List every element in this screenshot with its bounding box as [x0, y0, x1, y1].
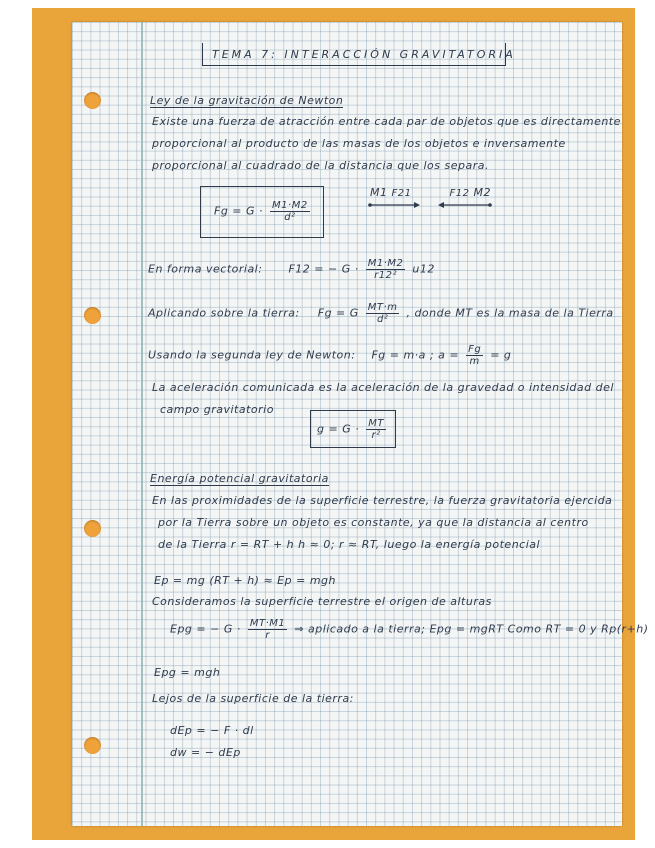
fraction [366, 302, 400, 325]
dEp-line: dEp = − F · dl [170, 724, 254, 737]
numerator: MT [368, 418, 384, 429]
ep-tail: ⇒ aplicado a la tierra; Epg = mgRT Como RT = 0 y Rp(r+h) [294, 622, 649, 636]
binder-hole-3 [84, 520, 101, 537]
paragraph-line: En las proximidades de la superficie terrestre, la fuerza gravitatoria ejercida [152, 494, 613, 507]
denominator: r² [371, 430, 381, 441]
margin-line [141, 22, 143, 826]
numerator: M1·M2 [367, 258, 404, 269]
vector-form-line [148, 258, 435, 281]
g-lhs: g = G · [317, 422, 360, 436]
paragraph-line: de la Tierra r = RT + h h ≈ 0; r ≈ RT, luego la energía potencial [158, 538, 541, 551]
far-line: Lejos de la superficie de la tierra: [152, 692, 354, 705]
newton2-tail: = g [490, 348, 512, 362]
ep-approx-line: Ep = mg (RT + h) ≈ Ep = mgh [154, 574, 336, 587]
fraction [366, 418, 386, 441]
earth-line [148, 302, 614, 325]
newton2-label: Usando la segunda ley de Newton: [148, 348, 356, 362]
denominator: d² [376, 314, 389, 325]
newton2-line [148, 344, 511, 367]
diagram-left-label: M1 [370, 186, 388, 199]
numerator: MT·M1 [249, 618, 286, 629]
fraction [248, 618, 287, 641]
paragraph-line: campo gravitatorio [160, 403, 274, 416]
vector-form-label: En forma vectorial: [148, 262, 263, 276]
diagram-left-force: F21 [391, 188, 412, 199]
earth-label: Aplicando sobre la tierra: [148, 306, 300, 320]
binder-hole-2 [84, 307, 101, 324]
paragraph-line: Existe una fuerza de atracción entre cada par de objetos que es directamente [152, 115, 621, 128]
paragraph-line: proporcional al producto de las masas de los objetos e inversamente [152, 137, 566, 150]
section-heading-energy: Energía potencial gravitatoria [150, 472, 329, 485]
unit-vector: u12 [412, 262, 435, 276]
numerator: Fg [468, 344, 482, 355]
vector-form-lhs: F12 = − G · [288, 262, 359, 276]
numerator: M1·M2 [272, 200, 308, 211]
earth-lhs: Fg = G [317, 306, 359, 320]
denominator: r12² [374, 270, 397, 281]
section-heading-newton: Ley de la gravitación de Newton [150, 94, 344, 107]
newton2-expr: Fg = m·a ; a = [371, 348, 460, 362]
binder-hole-4 [84, 737, 101, 754]
ep-formula-line [170, 618, 649, 641]
fraction [466, 344, 483, 367]
ep-lhs: Epg = − G · [170, 622, 241, 636]
consider-line: Consideramos la superficie terrestre el origen de alturas [152, 595, 492, 608]
paragraph-line: por la Tierra sobre un objeto es constante, ya que la distancia al centro [158, 516, 589, 529]
g-formula [317, 418, 389, 441]
fraction [270, 200, 310, 223]
ep-mgh-line: Epg = mgh [154, 666, 221, 679]
paragraph-line: proporcional al cuadrado de la distancia que los separa. [152, 159, 489, 172]
formula-main [214, 200, 313, 223]
fraction [366, 258, 406, 281]
diagram-right-force: F12 [449, 188, 470, 199]
denominator: r [265, 630, 270, 641]
binder-hole-1 [84, 92, 101, 109]
page-title: TEMA 7: INTERACCIÓN GRAVITATORIA [212, 48, 516, 61]
numerator: MT·m [367, 302, 398, 313]
force-arrows-icon [368, 198, 498, 212]
diagram-right-label: M2 [473, 186, 491, 199]
denominator: d² [284, 212, 296, 223]
denominator: m [469, 356, 480, 367]
paragraph-line: La aceleración comunicada es la aceleración de la gravedad o intensidad del [152, 381, 614, 394]
formula-lhs: Fg = G · [214, 204, 264, 218]
dw-line: dw = − dEp [170, 746, 241, 759]
earth-tail: , donde MT es la masa de la Tierra [406, 306, 614, 320]
